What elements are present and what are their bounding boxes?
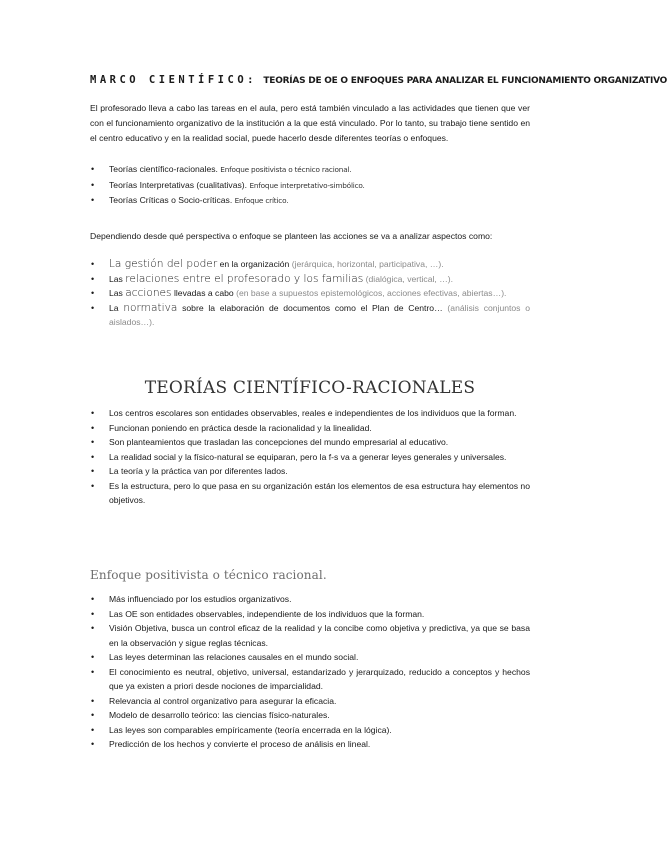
list-item: • La teoría y la práctica van por diferentes lados. xyxy=(90,464,530,479)
list-item: • Relevancia al control organizativo para asegurar la eficacia. xyxy=(90,694,530,709)
list-item: • Funcionan poniendo en práctica desde la racionalidad y la linealidad. xyxy=(90,421,530,436)
list-item: • La gestión del poder en la organización (jerárquica, horizontal, participativa, …). xyxy=(90,257,530,272)
list-item: • Las relaciones entre el profesorado y los familias (dialógica, vertical, …). xyxy=(90,272,530,287)
list-item: • La normativa sobre la elaboración de documentos como el Plan de Centro… (análisis conjuntos o aislados…). xyxy=(90,301,530,330)
list-item: • Más influenciado por los estudios organizativos. xyxy=(90,592,530,607)
handwritten-note: Enfoque positivista o técnico racional. xyxy=(220,165,352,174)
list-item: • Predicción de los hechos y convierte el proceso de análisis en lineal. xyxy=(90,737,530,752)
aspect-emphasis: La gestión del poder xyxy=(109,258,218,270)
section-list xyxy=(90,406,530,508)
list-item: • Las leyes son comparables empíricamente (teoría encerrada en la lógica). xyxy=(90,723,530,738)
title-main: TEORÍAS DE OE O ENFOQUES PARA ANALIZAR EL FUNCIONAMIENTO ORGANIZATIVO xyxy=(263,76,667,86)
aspect-detail: (análisis conjuntos o aislados…). xyxy=(109,302,531,327)
document-title xyxy=(90,70,667,88)
theories-list xyxy=(90,162,530,209)
aspect-detail: (dialógica, vertical, …). xyxy=(365,273,454,284)
handwritten-note: Enfoque interpretativo-simbólico. xyxy=(249,180,365,190)
list-item: • Las acciones llevadas a cabo (en base a supuestos epistemológicos, acciones efectivas, abiertas…). xyxy=(90,286,530,301)
list-item: • La realidad social y la físico-natural se equiparan, pero la f-s va a generar leyes generales y universales. xyxy=(90,450,530,465)
list-item: • Las leyes determinan las relaciones causales en el mundo social. xyxy=(90,650,530,665)
aspects-list xyxy=(90,257,530,330)
dependiendo-paragraph: Dependiendo desde qué perspectiva o enfoque se planteen las acciones se va a analizar aspectos como: xyxy=(90,231,493,241)
list-item: • Son planteamientos que trasladan las concepciones del mundo empresarial al educativo. xyxy=(90,435,530,450)
intro-paragraph: El profesorado lleva a cabo las tareas en el aula, pero está también vinculado a las actividades que tienen que ver con el funcionamiento organizativo de la institución a la que está vinculado. Por lo tanto, su trabajo tiene sentido en el centro educativo y en la realidad social, puede hacerlo desde diferentes teorías o enfoques. xyxy=(90,103,530,143)
list-item: • Es la estructura, pero lo que pasa en su organización están los elementos de esa estructura hay elementos no objetivos. xyxy=(90,479,530,508)
aspect-detail: (en base a supuestos epistemológicos, acciones efectivas, abiertas…). xyxy=(236,288,507,298)
aspect-emphasis: relaciones entre el profesorado y los familias xyxy=(125,272,364,285)
list-item: • Los centros escolares son entidades observables, reales e independientes de los individuos que la forman. xyxy=(90,406,530,421)
aspect-detail: (jerárquica, horizontal, participativa, …). xyxy=(291,259,444,269)
section-heading: TEORÍAS CIENTÍFICO-RACIONALES xyxy=(144,378,476,398)
handwritten-note: Enfoque crítico. xyxy=(234,196,289,205)
list-item: • Teorías Interpretativas (cualitativas). Enfoque interpretativo-simbólico. xyxy=(90,178,530,194)
list-item: • Las OE son entidades observables, independiente de los individuos que la forman. xyxy=(90,607,530,622)
list-item: • El conocimiento es neutral, objetivo, universal, estandarizado y jerarquizado, reducido a conceptos y hechos que ya existen a priori desde nociones de imparcialidad. xyxy=(90,665,530,694)
list-item: • Visión Objetiva, busca un control eficaz de la realidad y la concibe como objetiva y predictiva, ya que se basa en la observación y sigue reglas técnicas. xyxy=(90,621,530,650)
sub-list xyxy=(90,592,530,752)
aspect-emphasis: normativa xyxy=(123,301,178,314)
sub-heading: Enfoque positivista o técnico racional. xyxy=(90,568,327,582)
aspect-emphasis: acciones xyxy=(125,287,172,299)
title-prefix: MARCO CIENTÍFICO: xyxy=(90,74,257,86)
list-item: • Modelo de desarrollo teórico: las ciencias físico-naturales. xyxy=(90,708,530,723)
list-item: • Teorías Críticas o Socio-críticas. Enfoque crítico. xyxy=(90,193,530,209)
list-item: • Teorías científico-racionales. Enfoque positivista o técnico racional. xyxy=(90,162,530,178)
